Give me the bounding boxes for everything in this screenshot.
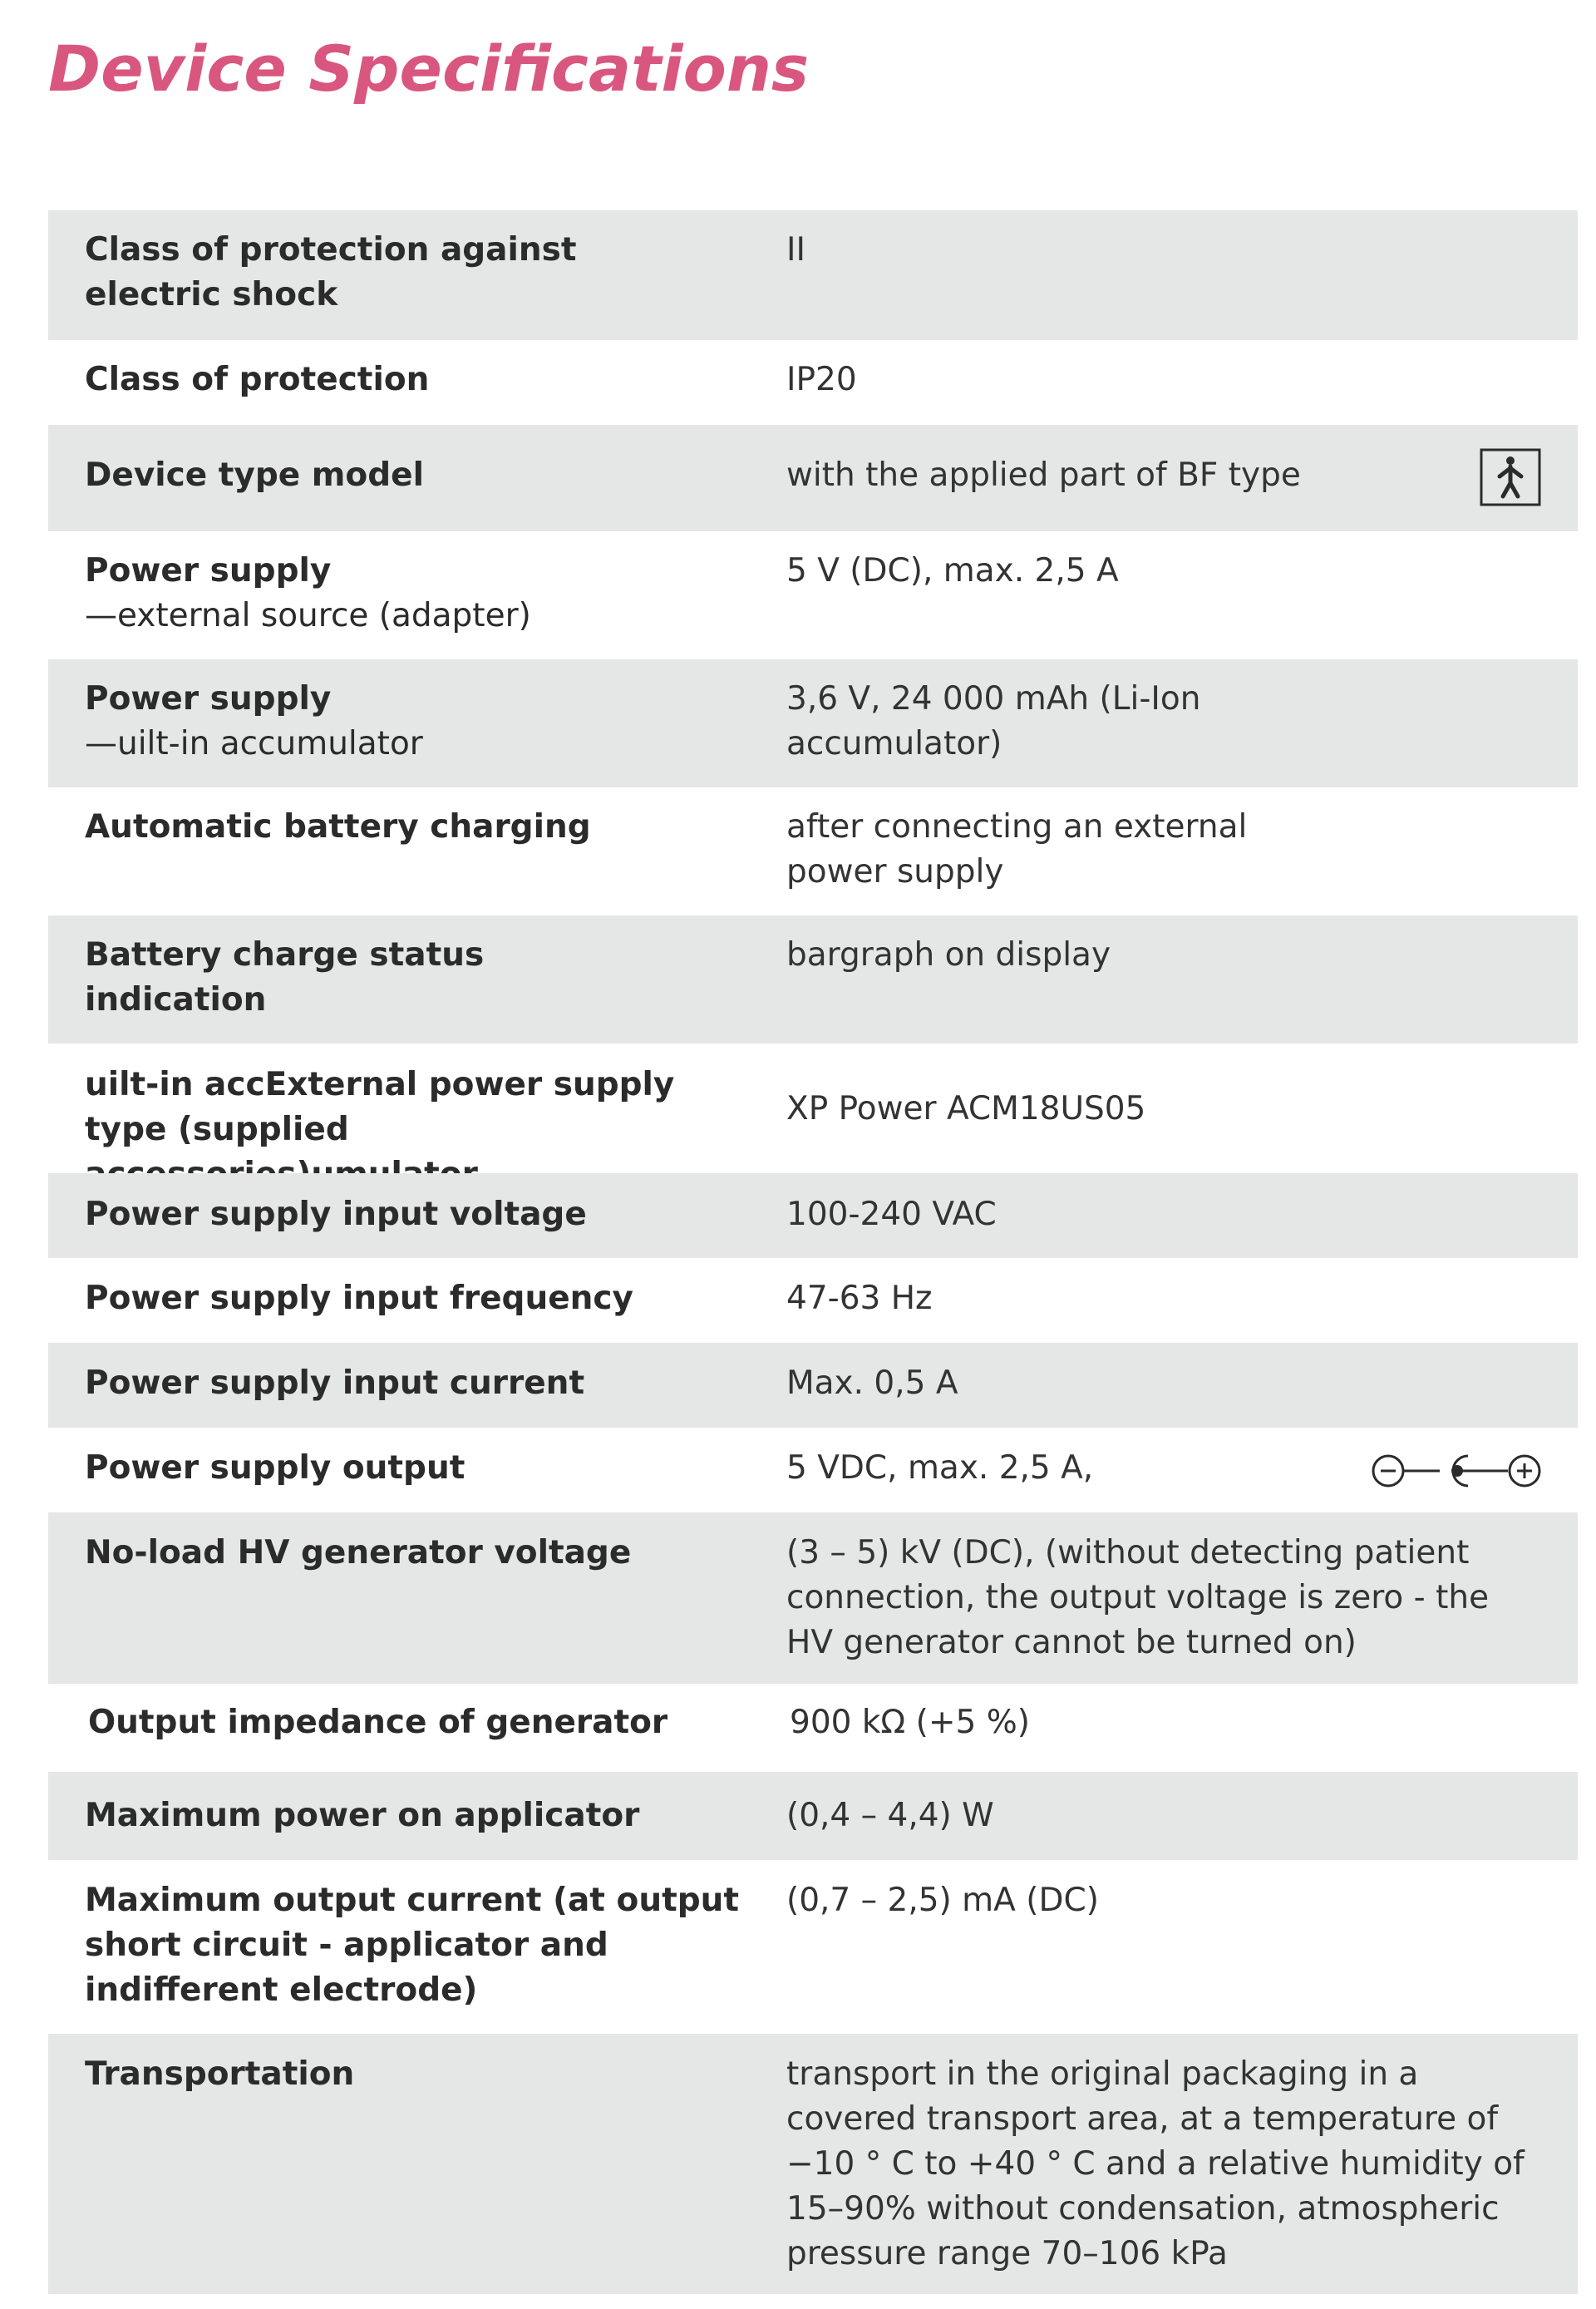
spec-label: Transportation xyxy=(85,2055,355,2093)
spec-row-max-power xyxy=(48,1772,1578,1860)
spec-row-power-accumulator xyxy=(48,659,1578,787)
spec-value: bargraph on display xyxy=(786,936,1111,974)
spec-value: with the applied part of BF type xyxy=(786,456,1301,494)
spec-value: (0,4 – 4,4) W xyxy=(786,1797,994,1834)
spec-value: 900 kΩ (+5 %) xyxy=(790,1704,1030,1741)
spec-label: No-load HV generator voltage xyxy=(85,1534,632,1571)
spec-row-device-type xyxy=(48,425,1578,531)
spec-value: IP20 xyxy=(786,361,857,398)
spec-sublabel: —external source (adapter) xyxy=(85,597,531,634)
spec-label: Automatic battery charging xyxy=(85,808,591,846)
spec-label: Output impedance of generator xyxy=(88,1704,668,1741)
spec-row-hv-voltage xyxy=(48,1512,1578,1684)
dc-polarity-icon xyxy=(1370,1451,1544,1491)
spec-label: Battery charge status indication xyxy=(85,936,485,1019)
spec-row-electric-shock xyxy=(48,210,1578,340)
spec-value: (3 – 5) kV (DC), (without detecting patient connection, the output voltage is zero - the HV generator cannot be turned on) xyxy=(786,1534,1490,1661)
spec-label: Class of protection xyxy=(85,361,430,398)
spec-value: after connecting an external power supply xyxy=(786,808,1248,891)
spec-label: Device type model xyxy=(85,456,424,494)
spec-row-psu-output xyxy=(48,1428,1578,1512)
spec-row-charge-status xyxy=(48,915,1578,1043)
spec-value: Max. 0,5 A xyxy=(786,1364,958,1402)
spec-value: 5 V (DC), max. 2,5 A xyxy=(786,552,1119,590)
spec-table xyxy=(48,210,1578,2294)
spec-value: (0,7 – 2,5) mA (DC) xyxy=(786,1882,1099,1919)
spec-label: Maximum power on applicator xyxy=(85,1797,640,1834)
spec-row-external-psu-type xyxy=(48,1043,1578,1173)
spec-value: 3,6 V, 24 000 mAh (Li-Ion accumulator) xyxy=(786,680,1201,762)
spec-row-input-voltage xyxy=(48,1173,1578,1258)
bf-applied-part-icon xyxy=(1480,448,1541,506)
spec-value: II xyxy=(786,231,806,269)
spec-label: uilt-in accExternal power supply type (supplied xyxy=(85,1066,675,1148)
spec-label-main: Power supply xyxy=(85,680,332,718)
spec-label xyxy=(85,677,783,767)
spec-row-input-frequency xyxy=(48,1258,1578,1343)
spec-row-battery-charging xyxy=(48,787,1578,915)
spec-label: Power supply output xyxy=(85,1449,466,1487)
spec-row-protection-class xyxy=(48,340,1578,425)
spec-label: Class of protection against electric shock xyxy=(85,231,577,313)
spec-value: transport in the original packaging in a covered transport area, at a temperature of −10 ° C to +40 ° C and a relative humidity of 15–90% without condensation, atmospheric pressure range 70–106 kPa xyxy=(786,2055,1525,2272)
spec-value: 5 VDC, max. 2,5 A, xyxy=(786,1449,1094,1487)
spec-row-output-impedance xyxy=(48,1684,1578,1772)
spec-sublabel: —uilt-in accumulator xyxy=(85,725,423,762)
spec-row-transportation xyxy=(48,2034,1578,2294)
spec-label: Power supply input current xyxy=(85,1364,585,1402)
spec-label xyxy=(85,549,783,639)
spec-row-input-current xyxy=(48,1343,1578,1428)
spec-value: 47-63 Hz xyxy=(786,1280,933,1317)
spec-label: Power supply input frequency xyxy=(85,1280,633,1317)
spec-label-main: Power supply xyxy=(85,552,332,590)
page-title: Device Specifications xyxy=(48,32,810,106)
spec-label: Maximum output current (at output short circuit - applicator and indifferent electrode) xyxy=(85,1882,740,2009)
spec-value: 100-240 VAC xyxy=(786,1196,997,1233)
spec-value: XP Power ACM18US05 xyxy=(786,1090,1146,1127)
spec-row-max-current xyxy=(48,1860,1578,2034)
spec-label: Power supply input voltage xyxy=(85,1196,587,1233)
spec-row-power-external xyxy=(48,531,1578,659)
